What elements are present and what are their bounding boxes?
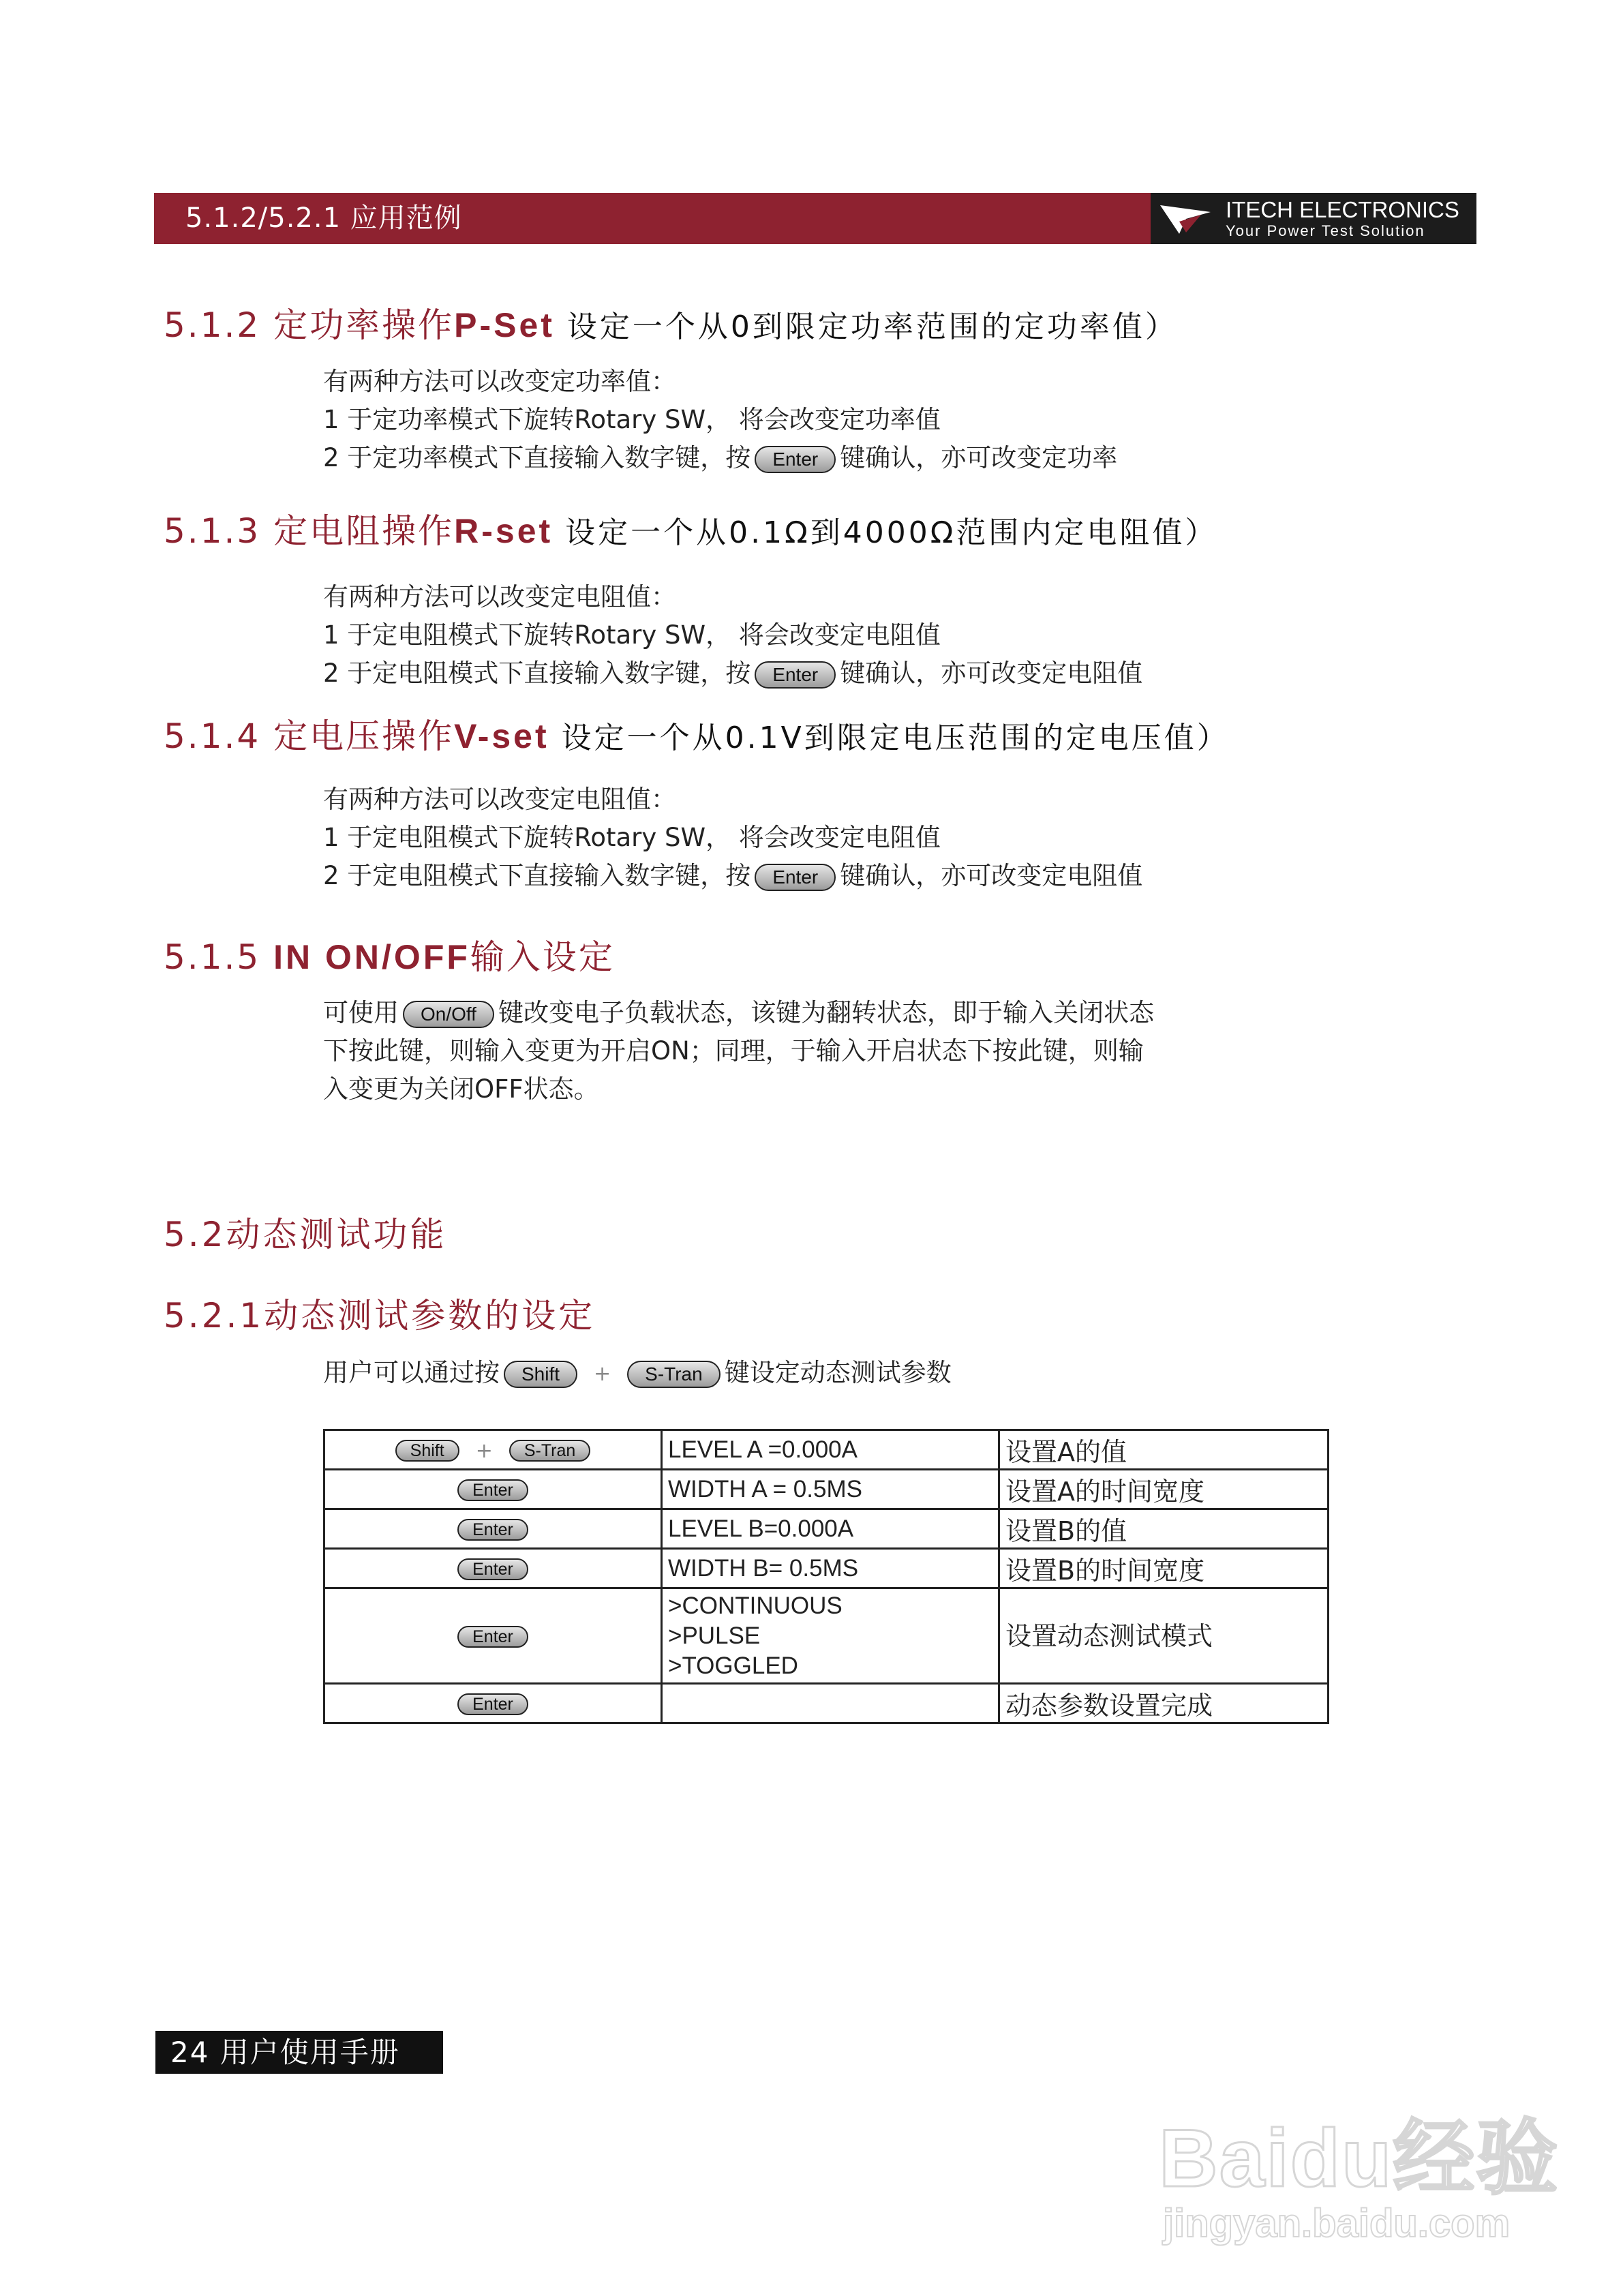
table-row <box>324 1588 1329 1684</box>
s-tran-key-button: S-Tran <box>509 1440 590 1462</box>
value-cell: WIDTH A = 0.5MS <box>662 1470 999 1509</box>
enter-key-button: Enter <box>457 1558 528 1580</box>
desc-cell: 设置A的值 <box>999 1430 1329 1470</box>
table-row <box>324 1430 1329 1470</box>
on-off-key-button: On/Off <box>403 1001 494 1028</box>
mode-option: >PULSE <box>668 1622 761 1649</box>
s-tran-key-button: S-Tran <box>627 1361 721 1388</box>
keys-cell <box>324 1684 662 1723</box>
enter-key-button: Enter <box>755 864 836 891</box>
mode-option: >TOGGLED <box>668 1652 798 1679</box>
section-5-1-2-body <box>323 363 1117 477</box>
onoff-text-line-2: 下按此键，则输入变更为开启ON；同理，于输入开启状态下按此键，则输 <box>323 1036 1144 1066</box>
enter-key-button: Enter <box>457 1626 528 1648</box>
baidu-watermark-url: jingyan.baidu.com <box>1163 2201 1511 2246</box>
keys-cell <box>324 1549 662 1588</box>
table-row <box>324 1549 1329 1588</box>
table-row <box>324 1684 1329 1723</box>
keys-cell <box>324 1430 662 1470</box>
heading-5-1-4: 5.1.4 定电压操作V-set 设定一个从0.1V到限定电压范围的定电压值） <box>164 716 1230 756</box>
section-5-2-1-body <box>323 1354 952 1392</box>
heading-5-2-1: 5.2.1动态测试参数的设定 <box>164 1296 596 1335</box>
baidu-watermark: Baidu经验 <box>1159 2113 1560 2204</box>
desc-cell: 设置B的值 <box>999 1509 1329 1549</box>
table-row <box>324 1509 1329 1549</box>
intro-text: 有两种方法可以改变定电阻值： <box>323 582 676 611</box>
value-cell: LEVEL A =0.000A <box>662 1430 999 1470</box>
mode-option: >CONTINUOUS <box>668 1592 843 1619</box>
intro-text: 有两种方法可以改变定功率值： <box>323 367 676 396</box>
keys-cell <box>324 1588 662 1684</box>
page-header-title: 5.1.2/5.2.1 应用范例 <box>185 202 462 234</box>
value-cell: LEVEL B=0.000A <box>662 1509 999 1549</box>
dynamic-params-table <box>323 1429 1329 1724</box>
enter-key-button: Enter <box>457 1693 528 1715</box>
plus-sign: + <box>475 1438 493 1463</box>
page-footer: 24 用户使用手册 <box>155 2031 443 2074</box>
method-1-text: 1 于定电阻模式下旋转Rotary SW， 将会改变定电阻值 <box>323 620 941 650</box>
section-5-1-4-body <box>323 781 1142 895</box>
section-5-1-5-body <box>323 994 1154 1108</box>
desc-cell: 设置B的时间宽度 <box>999 1549 1329 1588</box>
logo-slogan: Your Power Test Solution <box>1226 222 1425 239</box>
section-5-1-3-body <box>323 578 1142 693</box>
keys-cell <box>324 1509 662 1549</box>
enter-key-button: Enter <box>755 661 836 689</box>
desc-cell: 设置动态测试模式 <box>999 1588 1329 1684</box>
table-row <box>324 1470 1329 1509</box>
shift-key-button: Shift <box>504 1361 577 1388</box>
enter-key-button: Enter <box>755 446 836 473</box>
onoff-text-line-1: 可使用 On/Off 键改变电子负载状态，该键为翻转状态，即于输入关闭状态 <box>323 998 1154 1027</box>
desc-cell: 动态参数设置完成 <box>999 1684 1329 1723</box>
enter-key-button: Enter <box>457 1479 528 1501</box>
heading-5-1-5: 5.1.5 IN ON/OFF输入设定 <box>164 937 615 977</box>
shift-stran-text: 用户可以通过按 Shift + S-Tran 键设定动态测试参数 <box>323 1358 952 1387</box>
enter-key-button: Enter <box>457 1519 528 1541</box>
method-2-text: 2 于定电阻模式下直接输入数字键，按 Enter 键确认，亦可改变定电阻值 <box>323 861 1143 890</box>
value-cell: WIDTH B= 0.5MS <box>662 1549 999 1588</box>
method-2-text: 2 于定电阻模式下直接输入数字键，按 Enter 键确认，亦可改变定电阻值 <box>323 659 1143 688</box>
heading-5-1-3: 5.1.3 定电阻操作R-set 设定一个从0.1Ω到4000Ω范围内定电阻值） <box>164 511 1218 551</box>
itech-logo <box>1151 193 1476 244</box>
desc-cell: 设置A的时间宽度 <box>999 1470 1329 1509</box>
keys-cell <box>324 1470 662 1509</box>
logo-company-name: ITECH ELECTRONICS <box>1226 197 1459 222</box>
value-cell <box>662 1684 999 1723</box>
intro-text: 有两种方法可以改变定电阻值： <box>323 785 676 814</box>
method-1-text: 1 于定电阻模式下旋转Rotary SW， 将会改变定电阻值 <box>323 823 941 852</box>
heading-5-1-2: 5.1.2 定功率操作P-Set 设定一个从0到限定功率范围的定功率值） <box>164 305 1178 345</box>
onoff-text-line-3: 入变更为关闭OFF状态。 <box>323 1074 599 1104</box>
plus-sign: + <box>594 1361 611 1386</box>
shift-key-button: Shift <box>395 1440 459 1462</box>
method-2-text: 2 于定功率模式下直接输入数字键，按 Enter 键确认，亦可改变定功率 <box>323 443 1118 472</box>
method-1-text: 1 于定功率模式下旋转Rotary SW， 将会改变定功率值 <box>323 405 941 434</box>
heading-5-2: 5.2动态测试功能 <box>164 1215 447 1254</box>
value-cell <box>662 1588 999 1684</box>
itech-logo-mark-icon <box>1159 201 1212 237</box>
